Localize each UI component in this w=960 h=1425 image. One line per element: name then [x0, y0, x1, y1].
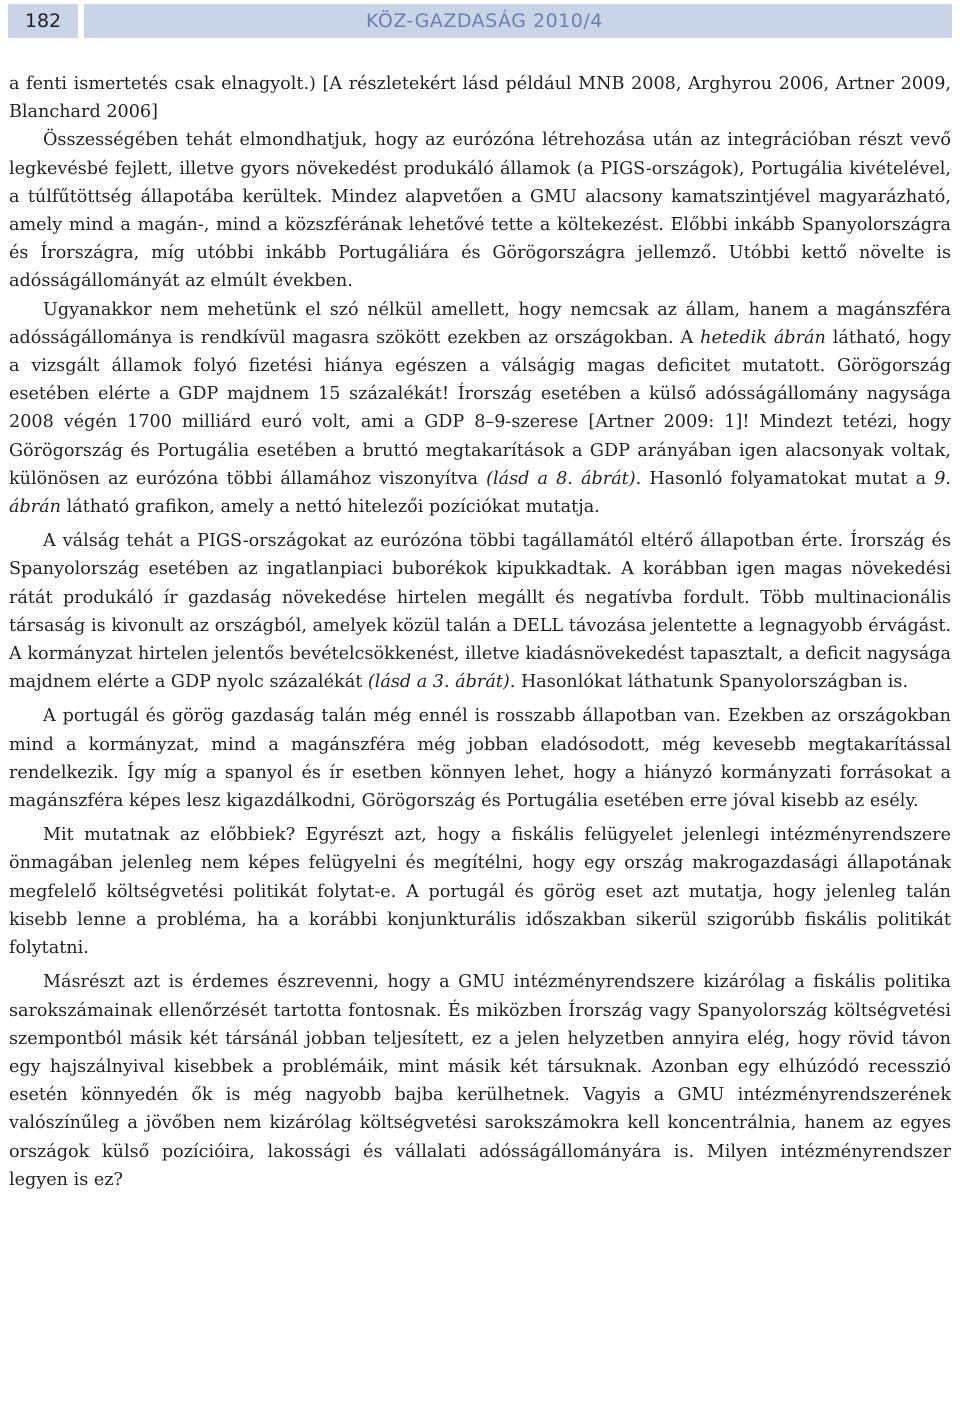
journal-title: KÖZ-GAZDASÁG 2010/4 [84, 4, 952, 38]
figure-reference: (lásd a 3. ábrát) [367, 672, 510, 693]
running-header [8, 4, 952, 38]
paragraph: Ugyanakkor nem mehetünk el szó nélkül amellett, hogy nemcsak az állam, hanem a magánszféra adósságállománya is rendkívül magasra szökött ezekben az országokban. A hetedik ábrán látható, hogy a vizsgált államok folyó fizetési hiánya egészen a válságig magas deficitet mutatott. Görögország esetében elérte a GDP majdnem 15 százalékát! Írország esetében a külső adósságállomány nagysága 2008 végén 1700 milliárd euró volt, ami a GDP 8–9-szerese [Artner 2009: 1]! Mindezt tetézi, hogy Görögország és Portugália esetében a bruttó megtakarítások a GDP arányában igen alacsonyak voltak, különösen az eurózóna többi államához viszonyítva (lásd a 8. ábrát). Hasonló folyamatokat mutat a 9. ábrán látható grafikon, amely a nettó hitelezői pozíciókat mutatja. [9, 299, 952, 518]
paragraph: A válság tehát a PIGS-országokat az eurózóna többi tagállamától eltérő állapotban érte. Írország és Spanyolország esetében az ingatlanpiaci buborékok kipukkadtak. A korábban igen magas növekedési rátát produkáló ír gazdaság növekedése hirtelen megállt és negatívba fordult. Több multinacionális társaság is kivonult az országból, amelyek közül talán a DELL távozása jelentette a legnagyobb érvágást. A kormányzat hirtelen jelentős bevételcsökkenést, illetve kiadásnövekedést tapasztalt, a deficit nagysága majdnem elérte a GDP nyolc százalékát (lásd a 3. ábrát). Hasonlókat láthatunk Spanyolországban is. [9, 531, 951, 693]
paragraph: Mit mutatnak az előbbiek? Egyrészt azt, hogy a fiskális felügyelet jelenlegi intézményrendszere önmagában jelenleg nem képes felügyelni és megítélni, hogy egy ország makrogazdasági állapotának megfelelő költségvetési politikát folytat-e. A portugál és görög eset azt mutatja, hogy jelenleg talán kisebb lenne a probléma, ha a korábbi konjunkturális időszakban sikerül szigorúbb fiskális politikát folytatni. [9, 825, 951, 959]
paragraph: Másrészt azt is érdemes észrevenni, hogy a GMU intézményrendszere kizárólag a fiskális politika sarokszámainak ellenőrzését tartotta fontosnak. És miközben Írország vagy Spanyolország költségvetési szempontból másik két társánál jobban teljesített, ez a jelen helyzetben annyira elég, hogy rövid távon egy hajszálnyival kisebbek a problémáik, mint másik két társuknak. Azonban egy elhúzódó recesszió esetén könnyedén ők is még nagyobb bajba kerülhetnek. Vagyis a GMU intézményrendszerének valószínűleg a jövőben nem kizárólag költségvetési sarokszámokra kell koncentrálnia, hanem az egyes országok külső pozícióira, lakossági és vállalati adósságállományára is. Milyen intézményrendszer legyen is ez? [9, 972, 951, 1190]
paragraph-continued: a fenti ismertetés csak elnagyolt.) [A részletekért lásd például MNB 2008, Arghyrou 2006, Artner 2009, Blanchard 2006] [9, 74, 951, 123]
figure-reference: hetedik ábrán [700, 327, 826, 348]
paragraph: A portugál és görög gazdaság talán még ennél is rosszabb állapotban van. Ezekben az országokban mind a kormányzat, mind a magánszféra még jobban eladósodott, még kevesebb megtakarítással rendelkezik. Így míg a spanyol és ír esetben könnyen lehet, hogy a hiányzó kormányzati forrásokat a magánszféra képes lesz kigazdálkodni, Görögország és Portugália esetében erre jóval kisebb az esély. [9, 706, 951, 812]
figure-reference: (lásd a 8. ábrát) [486, 468, 636, 489]
article-body [9, 70, 951, 1194]
page-number: 182 [8, 4, 78, 38]
paragraph: Összességében tehát elmondhatjuk, hogy az eurózóna létrehozása után az integrációban részt vevő legkevésbé fejlett, illetve gyors növekedést produkáló államok (a PIGS-országok), Portugália kivételével, a túlfűtöttség állapotába kerültek. Mindez alapvetően a GMU alacsony kamatszintjével magyarázható, amely mind a magán-, mind a közszférának lehetővé tette a költekezést. Előbbi inkább Spanyolországra és Írországra, míg utóbbi inkább Portugáliára és Görögországra jellemző. Utóbbi kettő növelte is adósságállományát az elmúlt években. [9, 130, 951, 292]
figure-reference: 9. ábrán [9, 468, 951, 518]
